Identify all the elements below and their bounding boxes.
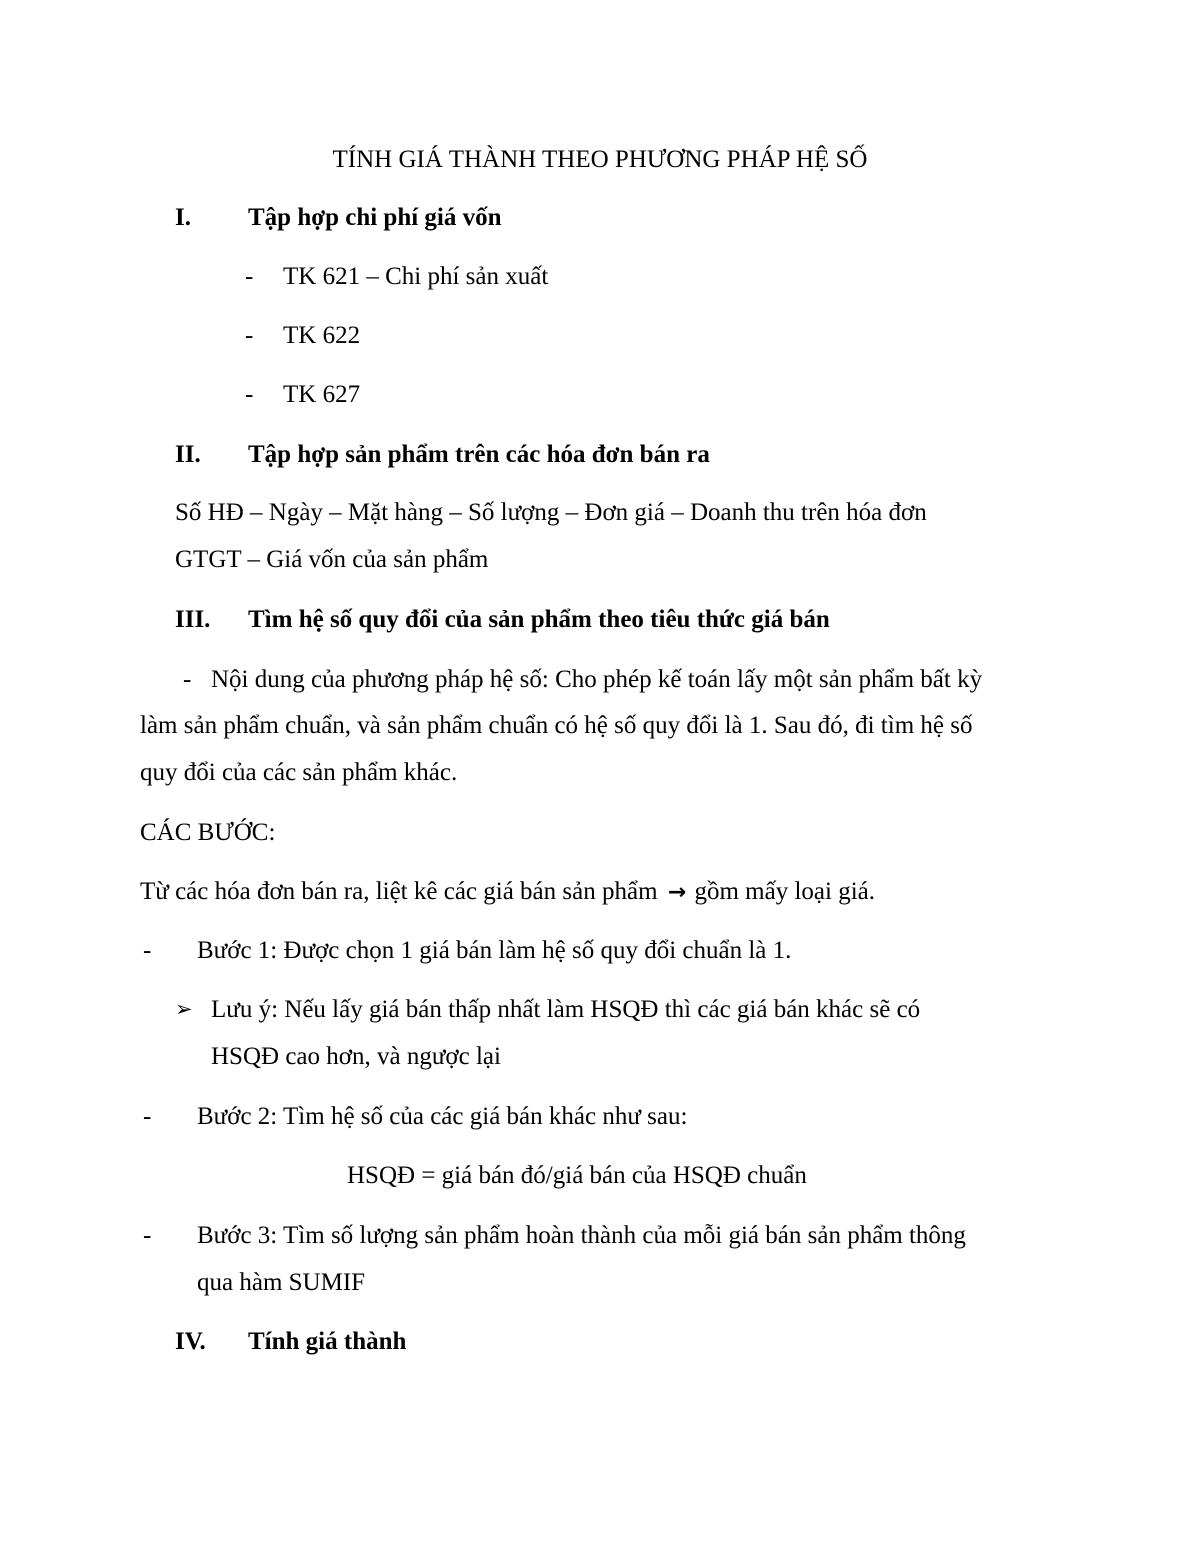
steps-intro-text: Từ các hóa đơn bán ra, liệt kê các giá bán sản phẩm (140, 878, 658, 905)
arrowhead-bullet-icon: ➢ (175, 997, 193, 1021)
step-bullet: - (143, 937, 152, 964)
step-bullet: - (143, 1222, 152, 1249)
list-bullet: - (245, 263, 254, 290)
section-2-line-1: Số HĐ – Ngày – Mặt hàng – Số lượng – Đơn giá – Doanh thu trên hóa đơn (175, 499, 927, 526)
paragraph-line: quy đổi của các sản phẩm khác. (140, 759, 458, 786)
step-3-text: Bước 3: Tìm số lượng sản phẩm hoàn thành của mỗi giá bán sản phẩm thông (197, 1222, 966, 1249)
section-1-numeral: I. (175, 204, 191, 231)
list-item-text: TK 627 (283, 381, 361, 408)
step-1-text: Bước 1: Được chọn 1 giá bán làm hệ số quy đổi chuẩn là 1. (197, 937, 792, 964)
list-item (0, 264, 1200, 294)
section-2-heading-text: Tập hợp sản phẩm trên các hóa đơn bán ra (248, 441, 710, 468)
section-2-heading (0, 442, 1200, 472)
section-3-heading (0, 607, 1200, 637)
paragraph-text: Nội dung của phương pháp hệ số: Cho phép kế toán lấy một sản phẩm bất kỳ (211, 666, 983, 693)
paragraph-line: làm sản phẩm chuẩn, và sản phẩm chuẩn có hệ số quy đổi là 1. Sau đó, đi tìm hệ số (140, 712, 973, 739)
note (0, 997, 1200, 1027)
step-3-line-2: qua hàm SUMIF (197, 1269, 366, 1296)
section-4-heading (0, 1329, 1200, 1359)
steps-intro-text-end: gồm mấy loại giá. (694, 878, 875, 905)
section-1-heading (0, 205, 1200, 235)
section-1-heading-text: Tập hợp chi phí giá vốn (248, 204, 502, 231)
section-3-heading-text: Tìm hệ số quy đổi của sản phẩm theo tiêu thức giá bán (248, 606, 830, 633)
section-4-numeral: IV. (175, 1328, 206, 1355)
steps-label: CÁC BƯỚC: (140, 819, 276, 846)
formula: HSQĐ = giá bán đó/giá bán của HSQĐ chuẩn (347, 1162, 807, 1189)
paragraph-line (0, 667, 1200, 697)
paragraph-bullet: - (183, 666, 192, 693)
steps-intro (140, 879, 875, 904)
section-2-line-2: GTGT – Giá vốn của sản phẩm (175, 546, 489, 573)
list-bullet: - (245, 322, 254, 349)
step-1 (0, 938, 1200, 968)
list-item-text: TK 621 – Chi phí sản xuất (283, 263, 549, 290)
list-item (0, 323, 1200, 353)
note-text: Lưu ý: Nếu lấy giá bán thấp nhất làm HSQĐ thì các giá bán khác sẽ có (211, 996, 921, 1023)
arrow-right-icon: → (667, 880, 687, 905)
list-bullet: - (245, 381, 254, 408)
section-3-numeral: III. (175, 606, 211, 633)
section-4-heading-text: Tính giá thành (248, 1328, 407, 1355)
step-2-text: Bước 2: Tìm hệ số của các giá bán khác như sau: (197, 1103, 688, 1130)
step-2 (0, 1104, 1200, 1134)
list-item-text: TK 622 (283, 322, 361, 349)
document-title: TÍNH GIÁ THÀNH THEO PHƯƠNG PHÁP HỆ SỐ (332, 146, 868, 173)
list-item (0, 382, 1200, 412)
section-2-numeral: II. (175, 441, 201, 468)
note-line-2: HSQĐ cao hơn, và ngược lại (211, 1043, 501, 1070)
step-bullet: - (143, 1103, 152, 1130)
step-3 (0, 1223, 1200, 1253)
